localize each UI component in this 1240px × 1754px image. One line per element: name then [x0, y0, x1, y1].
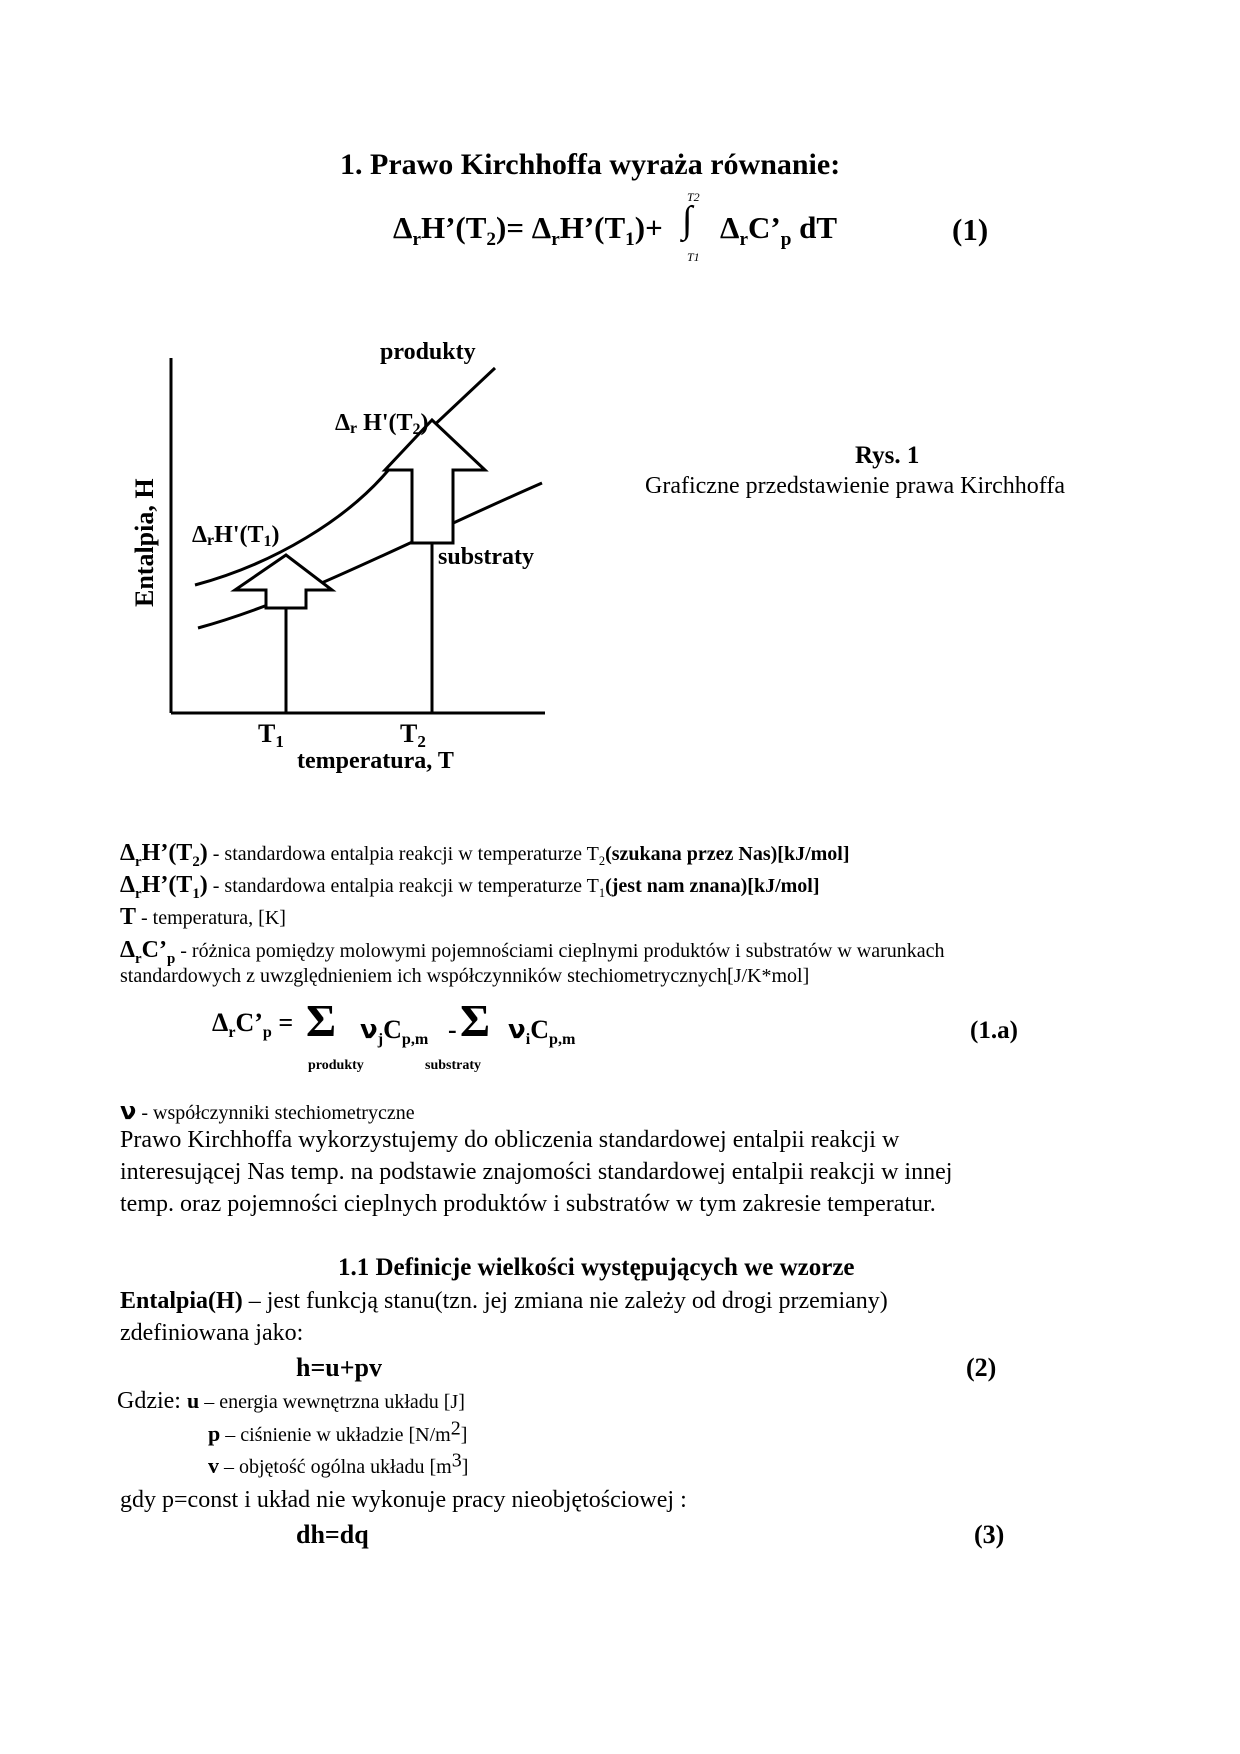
paragraph-line-2: interesującej Nas temp. na podstawie znajomości standardowej entalpii reakcji w innej	[120, 1159, 953, 1185]
y-axis-label: Entalpia, H	[130, 478, 159, 607]
under-produkty: produkty	[308, 1058, 364, 1073]
equation-3-number: (3)	[974, 1520, 1005, 1549]
label-t1: T1	[258, 719, 284, 751]
equation-1a-number: (1.a)	[970, 1017, 1018, 1044]
enthalpy-definition: Entalpia(H) – jest funkcją stanu(tzn. jej zmiana nie zależy od drogi przemiany)	[120, 1288, 888, 1314]
label-substraty: substraty	[438, 544, 535, 570]
definition-dcp: $\Delta_rC’_p$ - różnica pomiędzy molowymi pojemnościami cieplnymi produktów i substratów w warunkach	[120, 937, 945, 967]
arrow-t2	[385, 420, 485, 543]
figure-caption-text: Graficzne przedstawienie prawa Kirchhoffa	[645, 473, 1065, 499]
paragraph-line-3: temp. oraz pojemności cieplnych produktów i substratów w tym zakresie temperatur.	[120, 1191, 936, 1217]
equation-1-number: (1)	[952, 212, 989, 247]
condition-text: gdy p=const i układ nie wykonuje pracy nieobjętościowej :	[120, 1487, 687, 1513]
equation-1-integrand: $\Delta_rC’_p$ dT	[720, 210, 838, 251]
definition-temperature: T - temperatura, [K]	[120, 904, 286, 930]
definition-dcp-continued: standardowych z uwzględnieniem ich współczynników stechiometrycznych[J/K*mol]	[120, 965, 810, 987]
definition-dh-t1: $\Delta_rH’(T_1)$ - standardowa entalpia reakcji w temperaturze $T_1(jest$ nam znana)[kJ/mol]	[120, 872, 820, 902]
definition-dh-t2: $\Delta_rH’(T_2)$ - standardowa entalpia reakcji w temperaturze $T_2(szukana$ przez Nas)[kJ/mol]	[120, 840, 850, 870]
term-substraty: $\nu_iC_{p,m}$	[508, 1015, 576, 1049]
figure-caption-title: Rys. 1	[855, 442, 920, 469]
sigma-substraty: Σ	[460, 995, 491, 1046]
integral-upper-limit: T2	[687, 190, 700, 204]
under-substraty: substraty	[425, 1058, 482, 1073]
where-v: v – objętość ogólna układu $[m^3]$	[208, 1449, 469, 1478]
label-t2: T2	[400, 719, 426, 751]
term-produkty: $\nu_jC_{p,m}$	[360, 1015, 429, 1049]
equation-1: $\Delta_rH’(T_2)=$ $\Delta_rH’(T_1)+$	[393, 210, 663, 251]
integral-lower-limit: T1	[687, 250, 700, 264]
label-delta-t1: ΔrH'(T1)	[192, 522, 280, 550]
where-u: Gdzie: u – energia wewnętrzna układu [J]	[117, 1388, 465, 1414]
kirchhoff-figure	[110, 330, 580, 790]
paragraph-line-1: Prawo Kirchhoffa wykorzystujemy do obliczenia standardowej entalpii reakcji w	[120, 1127, 900, 1153]
x-axis-label: temperatura, T	[297, 748, 454, 774]
where-p: p – ciśnienie w układzie $[N/m^2]$	[208, 1417, 468, 1446]
equation-1a: $\Delta_rC’_p$ =	[212, 1008, 294, 1042]
section-title: 1.1 Definicje wielkości występujących we wzorze	[338, 1254, 855, 1281]
sigma-produkty: Σ	[306, 995, 337, 1046]
definition-nu: ν - współczynniki stechiometryczne	[120, 1097, 415, 1125]
label-produkty: produkty	[380, 339, 476, 365]
minus-sign: -	[448, 1015, 457, 1044]
equation-2-number: (2)	[966, 1353, 997, 1382]
page-title: 1. Prawo Kirchhoffa wyraża równanie:	[340, 148, 841, 181]
arrow-t1	[235, 555, 332, 608]
equation-3: dh=dq	[296, 1520, 369, 1549]
enthalpy-definition-continued: zdefiniowana jako:	[120, 1320, 304, 1346]
equation-2: h=u+pv	[296, 1353, 383, 1382]
integral-sign: ∫	[682, 199, 693, 241]
label-delta-t2: Δr H'(T2)	[335, 410, 429, 438]
